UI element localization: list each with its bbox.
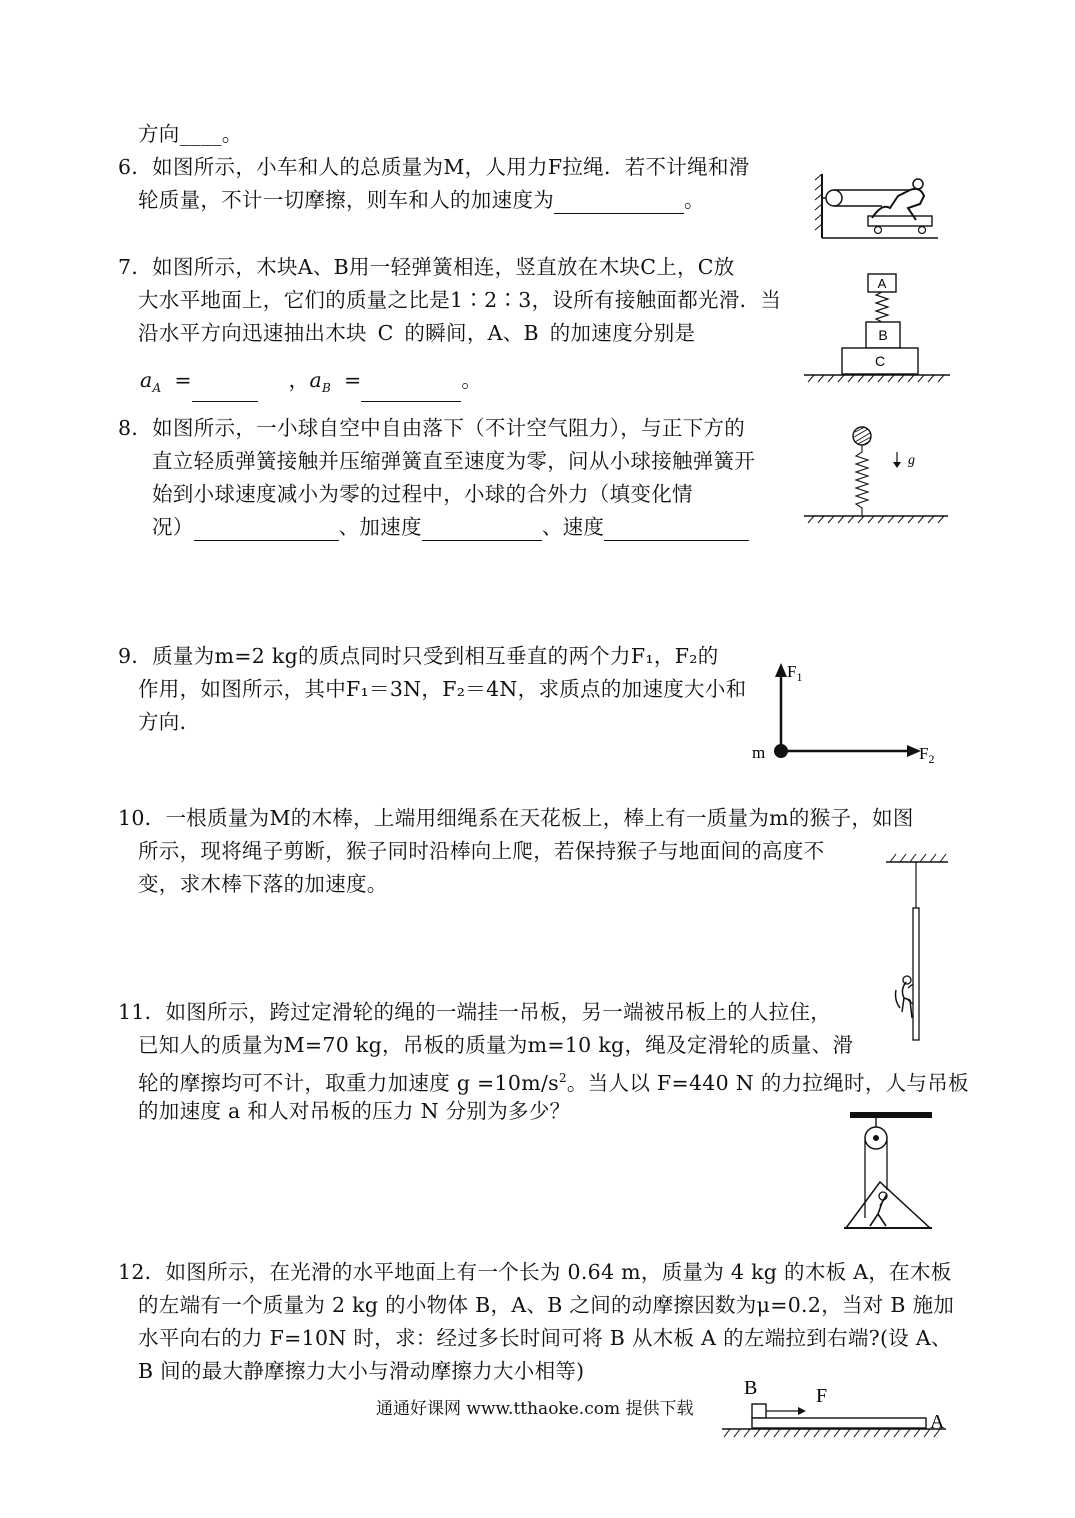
- q7-fig-label-C: C: [874, 353, 886, 369]
- q12-line2: 的左端有一个质量为 2 kg 的小物体 B，A、B 之间的动摩擦因数为μ=0.2，当对 B 施加: [138, 1293, 955, 1317]
- q8-line3: 始到小球速度减小为零的过程中，小球的合外力（填变化情: [152, 482, 693, 506]
- q8-velocity-blank: [604, 518, 749, 541]
- q7-line3: 沿水平方向迅速抽出木块 C 的瞬间，A、B 的加速度分别是: [138, 321, 696, 345]
- q7-aB-blank: [361, 379, 461, 402]
- q10-line3: 变，求木棒下落的加速度。: [138, 872, 388, 896]
- q10-stick-monkey-figure: [880, 850, 952, 1048]
- q7-aB-sub: B: [321, 381, 332, 396]
- q7-line2: 大水平地面上，它们的质量之比是1∶2∶3，设所有接触面都光滑．当: [138, 288, 782, 312]
- q11-line2: 已知人的质量为M=70 kg，吊板的质量为m=10 kg，绳及定滑轮的质量、滑: [138, 1033, 854, 1057]
- page-footer: 通通好课网 www.tthaoke.com 提供下载: [376, 1399, 694, 1419]
- q6-line2-end: 。: [684, 188, 705, 212]
- q7-eq-A: =: [174, 368, 192, 392]
- q7-aA: a: [140, 368, 153, 392]
- q11-line1: 11．如图所示，跨过定滑轮的绳的一端挂一吊板，另一端被吊板上的人拉住，: [118, 1000, 832, 1024]
- q8-line1: 8．如图所示，一小球自空中自由落下（不计空气阻力），与正下方的: [118, 416, 746, 440]
- q12-line3: 水平向右的力 F=10N 时，求：经过多长时间可将 B 从木板 A 的左端拉到右端?(设 A、: [138, 1326, 952, 1350]
- q9-forces-figure: [745, 655, 945, 767]
- q12-line1: 12．如图所示，在光滑的水平地面上有一个长为 0.64 m，质量为 4 kg 的木板 A，在木板: [118, 1260, 952, 1284]
- q11-line3: [138, 1064, 969, 1097]
- q10-line2: 所示，现将绳子剪断，猴子同时沿棒向上爬，若保持猴子与地面间的高度不: [138, 839, 825, 863]
- q7-fig-label-A: A: [877, 276, 887, 291]
- q7-fig-label-B: B: [878, 327, 888, 343]
- q11-line4: 的加速度 a 和人对吊板的压力 N 分别为多少？: [138, 1099, 571, 1123]
- q9-fig-F1: $F_1$: [787, 662, 803, 684]
- q8-fig-g: g: [908, 453, 915, 468]
- q12-board-figure: [720, 1372, 950, 1444]
- q7-line1: 7．如图所示，木块A、B用一轻弹簧相连，竖直放在木块C上，C放: [118, 255, 735, 279]
- q12-fig-F: F: [816, 1385, 828, 1407]
- q8-accel-blank: [422, 518, 542, 541]
- q5-tail: 方向____。: [138, 122, 243, 146]
- q6-line2-text: 轮质量，不计一切摩擦，则车和人的加速度为: [138, 188, 554, 212]
- q9-line2: 作用，如图所示，其中F₁＝3N，F₂＝4N，求质点的加速度大小和: [138, 677, 747, 701]
- q11-line3-sup: 2: [558, 1071, 567, 1085]
- q6-cart-figure: [812, 168, 942, 246]
- q6-line2: [138, 186, 705, 214]
- q12-fig-A: A: [930, 1411, 945, 1433]
- q6-answer-blank: [554, 191, 684, 214]
- q10-line1: 10．一根质量为M的木棒，上端用细绳系在天花板上，棒上有一质量为m的猴子，如图: [118, 806, 914, 830]
- q7-end: 。: [461, 368, 483, 392]
- q7-answer-line: [140, 366, 482, 402]
- q6-line1: 6．如图所示，小车和人的总质量为M，人用力F拉绳．若不计绳和滑: [118, 155, 750, 179]
- q9-fig-m: m: [752, 743, 766, 762]
- q7-eq-B: =: [343, 368, 362, 392]
- q7-sep: ，: [288, 368, 310, 392]
- q8-text-b: 、加速度: [338, 515, 422, 539]
- q8-text-a: 况）: [152, 515, 194, 539]
- q7-blocks-figure: [802, 270, 952, 386]
- q12-line4: B 间的最大静摩擦力大小与滑动摩擦力大小相等): [138, 1359, 585, 1383]
- q9-line1: 9．质量为m=2 kg的质点同时只受到相互垂直的两个力F₁，F₂的: [118, 644, 719, 668]
- q12-fig-B: B: [744, 1377, 758, 1399]
- q8-line4: [152, 513, 749, 541]
- q9-line3: 方向．: [138, 710, 201, 734]
- q11-line3-b: 。当人以 F=440 N 的力拉绳时，人与吊板: [566, 1070, 969, 1095]
- q7-aA-blank: [192, 379, 258, 402]
- q8-text-c: 、速度: [541, 515, 605, 539]
- q8-spring-figure: [802, 420, 952, 532]
- q11-pulley-figure: [840, 1110, 940, 1236]
- q9-fig-F2: $F_2$: [919, 744, 935, 766]
- q8-force-blank: [194, 518, 339, 541]
- q7-aB: a: [309, 368, 322, 392]
- q8-line2: 直立轻质弹簧接触并压缩弹簧直至速度为零，问从小球接触弹簧开: [152, 449, 756, 473]
- q11-line3-a: 轮的摩擦均可不计，取重力加速度 g =10m/s: [138, 1070, 559, 1095]
- q7-aA-sub: A: [152, 381, 162, 396]
